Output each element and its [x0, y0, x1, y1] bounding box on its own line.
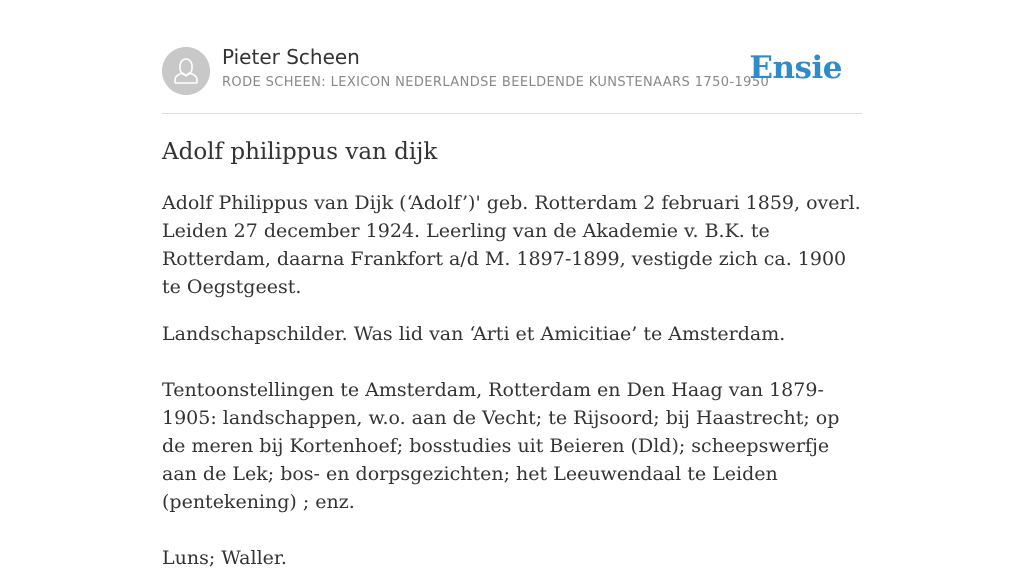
paragraph-biography: Adolf Philippus van Dijk (‘Adolf’)' geb. Rotterdam 2 februari 1859, overl. Leiden 27 december 1924. Leerling van de Akademie v. B.K. te Rotterdam, daarna Frankfort a/d M. 1897-1899, vestigde zich ca. 1900 te Oegstgeest.: [162, 192, 861, 298]
article-title: Adolf philippus van dijk: [162, 139, 438, 165]
site-logo[interactable]: Ensie: [749, 50, 842, 86]
paragraph-membership: Landschapschilder. Was lid van ‘Arti et Amicitiae’ te Amsterdam.: [162, 323, 786, 345]
paragraph-exhibitions: Tentoonstellingen te Amsterdam, Rotterdam en Den Haag van 1879-1905: landschappen, w.o. aan de Vecht; te Rijsoord; bij Haastrecht; op de meren bij Kortenhoef; bosstudies uit Beieren (Dld); scheepswerfje aan de Lek; bos- en dorpsgezichten; het Leeuwendaal te Leiden (pentekening) ; enz.: [162, 379, 840, 513]
user-avatar-icon: [162, 47, 210, 95]
author-name[interactable]: Pieter Scheen: [222, 45, 360, 69]
article-body: [162, 189, 862, 572]
source-title[interactable]: RODE SCHEEN: LEXICON NEDERLANDSE BEELDENDE KUNSTENAARS 1750-1950: [222, 75, 770, 90]
author-avatar[interactable]: [162, 47, 210, 95]
page-container: [162, 0, 862, 569]
paragraph-references: Luns; Waller.: [162, 547, 287, 569]
header: [162, 0, 862, 114]
